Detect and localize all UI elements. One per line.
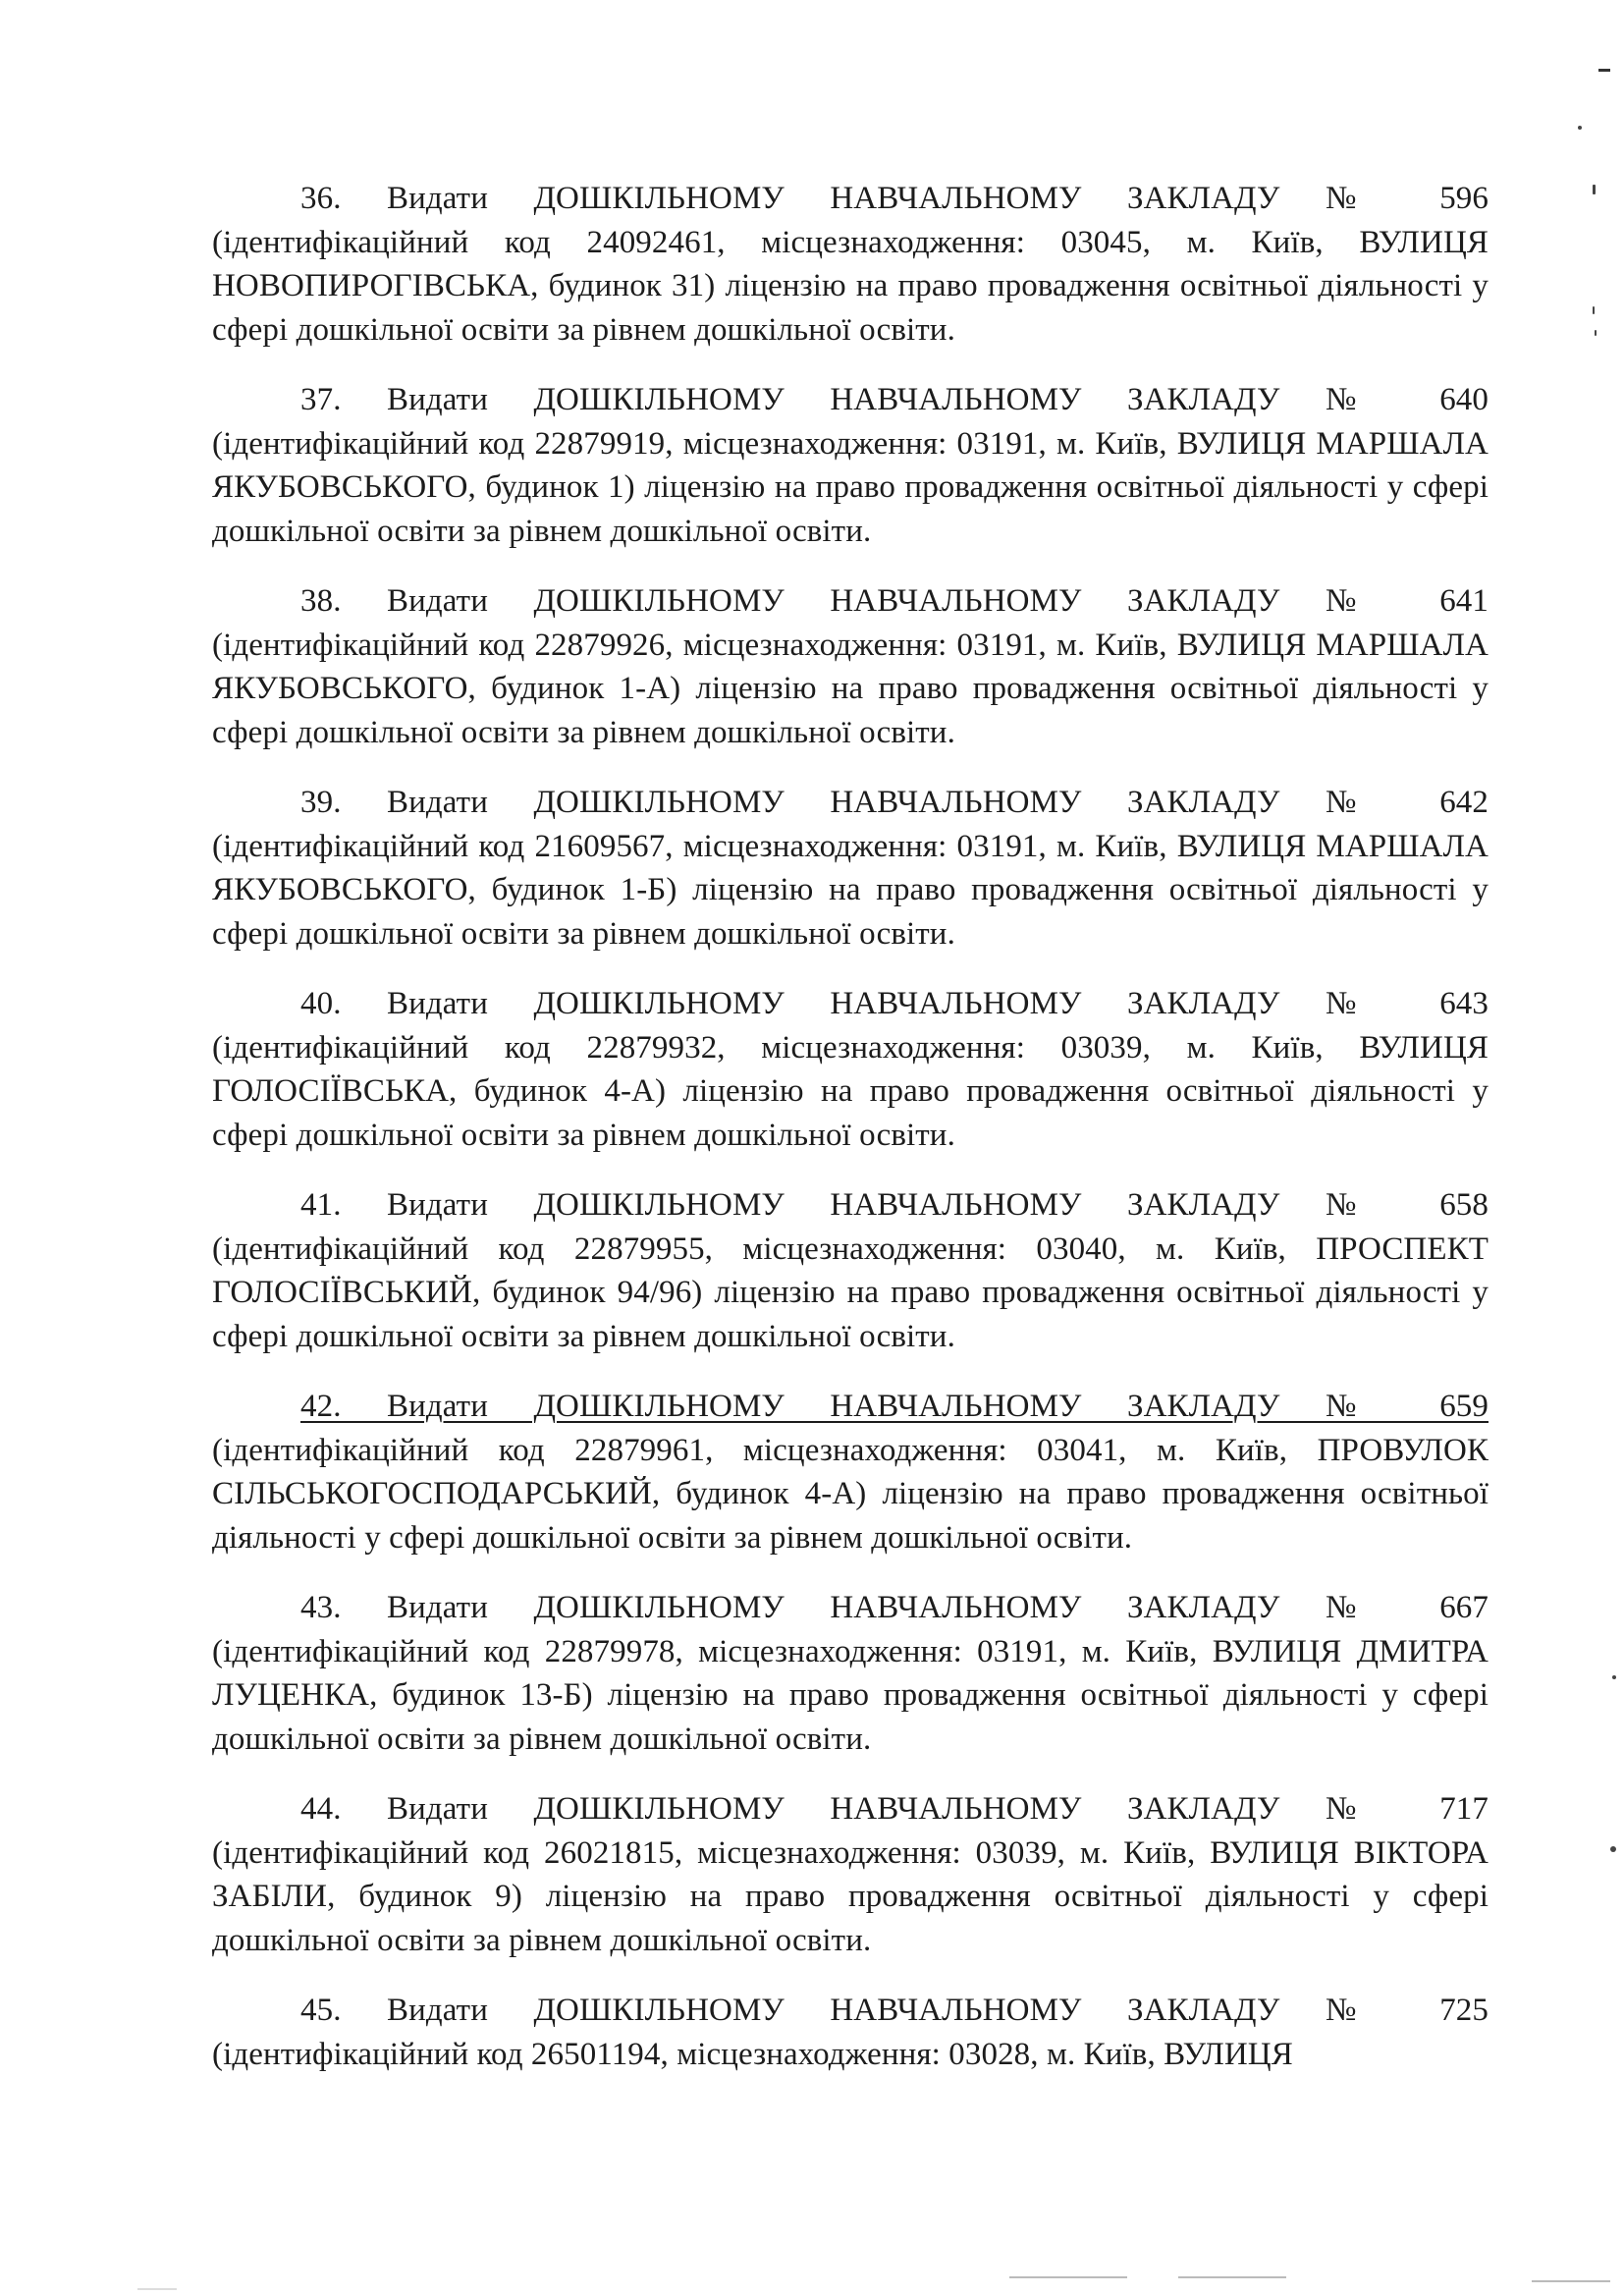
scan-line (1009, 2276, 1127, 2278)
scan-dot (1578, 126, 1582, 130)
item-text: (ідентифікаційний код 26021815, місцезнаходження: 03039, м. Київ, ВУЛИЦЯ ВІКТОРА ЗАБІЛИ, будинок 9) ліцензію на право провадження освітньої діяльності у сфері дошкільної освіти за рівнем дошкільної освіти. (212, 1834, 1489, 1958)
list-item (212, 1385, 1489, 1559)
list-item (212, 982, 1489, 1157)
list-item (212, 177, 1489, 352)
item-lead: 37. Видати ДОШКІЛЬНОМУ НАВЧАЛЬНОМУ ЗАКЛАДУ № 640 (300, 382, 1489, 417)
scan-line (1532, 2280, 1610, 2282)
item-lead: 40. Видати ДОШКІЛЬНОМУ НАВЧАЛЬНОМУ ЗАКЛАДУ № 643 (300, 986, 1489, 1021)
list-item (212, 579, 1489, 754)
item-text: (ідентифікаційний код 22879955, місцезнаходження: 03040, м. Київ, ПРОСПЕКТ ГОЛОСІЇВСЬКИЙ, будинок 94/96) ліцензію на право провадження освітньої діяльності у сфері дошкільної освіти за рівнем дошкільної освіти. (212, 1230, 1489, 1354)
scan-mark (1598, 69, 1610, 72)
item-text: (ідентифікаційний код 21609567, місцезнаходження: 03191, м. Київ, ВУЛИЦЯ МАРШАЛА ЯКУБОВСЬКОГО, будинок 1-Б) ліцензію на право провадження освітньої діяльності у сфері дошкільної освіти за рівнем дошкільної освіти. (212, 828, 1489, 952)
list-item (212, 1586, 1489, 1761)
scan-dot (1610, 1846, 1616, 1852)
item-lead-underlined: 42. Видати ДОШКІЛЬНОМУ НАВЧАЛЬНОМУ ЗАКЛАДУ № 659 (300, 1389, 1489, 1424)
item-text: (ідентифікаційний код 22879932, місцезнаходження: 03039, м. Київ, ВУЛИЦЯ ГОЛОСІЇВСЬКА, будинок 4-А) ліцензію на право провадження освітньої діяльності у сфері дошкільної освіти за рівнем дошкільної освіти. (212, 1029, 1489, 1153)
item-text: (ідентифікаційний код 22879926, місцезнаходження: 03191, м. Київ, ВУЛИЦЯ МАРШАЛА ЯКУБОВСЬКОГО, будинок 1-А) ліцензію на право провадження освітньої діяльності у сфері дошкільної освіти за рівнем дошкільної освіти. (212, 627, 1489, 750)
scan-line (1178, 2276, 1286, 2278)
document-body (212, 177, 1489, 2103)
item-lead: 39. Видати ДОШКІЛЬНОМУ НАВЧАЛЬНОМУ ЗАКЛАДУ № 642 (300, 785, 1489, 820)
scan-dot (1593, 185, 1596, 194)
item-text: (ідентифікаційний код 22879978, місцезнаходження: 03191, м. Київ, ВУЛИЦЯ ДМИТРА ЛУЦЕНКА, будинок 13-Б) ліцензію на право провадження освітньої діяльності у сфері дошкільної освіти за рівнем дошкільної освіти. (212, 1633, 1489, 1757)
list-item (212, 1787, 1489, 1962)
list-item (212, 781, 1489, 956)
item-text: (ідентифікаційний код 22879919, місцезнаходження: 03191, м. Київ, ВУЛИЦЯ МАРШАЛА ЯКУБОВСЬКОГО, будинок 1) ліцензію на право провадження освітньої діяльності у сфері дошкільної освіти за рівнем дошкільної освіти. (212, 425, 1489, 549)
item-lead: 38. Видати ДОШКІЛЬНОМУ НАВЧАЛЬНОМУ ЗАКЛАДУ № 641 (300, 583, 1489, 619)
item-lead: 43. Видати ДОШКІЛЬНОМУ НАВЧАЛЬНОМУ ЗАКЛАДУ № 667 (300, 1590, 1489, 1625)
scan-line (137, 2288, 177, 2290)
item-text: (ідентифікаційний код 24092461, місцезнаходження: 03045, м. Київ, ВУЛИЦЯ НОВОПИРОГІВСЬКА, будинок 31) ліцензію на право провадження освітньої діяльності у сфері дошкільної освіти за рівнем дошкільної освіти. (212, 224, 1489, 348)
item-lead: 41. Видати ДОШКІЛЬНОМУ НАВЧАЛЬНОМУ ЗАКЛАДУ № 658 (300, 1187, 1489, 1223)
list-item (212, 1183, 1489, 1358)
item-text: (ідентифікаційний код 26501194, місцезнаходження: 03028, м. Київ, ВУЛИЦЯ (212, 2036, 1293, 2072)
scan-dot (1595, 330, 1597, 336)
item-lead: 36. Видати ДОШКІЛЬНОМУ НАВЧАЛЬНОМУ ЗАКЛАДУ № 596 (300, 181, 1489, 216)
item-lead: 44. Видати ДОШКІЛЬНОМУ НАВЧАЛЬНОМУ ЗАКЛАДУ № 717 (300, 1791, 1489, 1827)
list-item (212, 1989, 1489, 2076)
item-text: (ідентифікаційний код 22879961, місцезнаходження: 03041, м. Київ, ПРОВУЛОК СІЛЬСЬКОГОСПОДАРСЬКИЙ, будинок 4-А) ліцензію на право провадження освітньої діяльності у сфері дошкільної освіти за рівнем дошкільної освіти. (212, 1432, 1489, 1556)
scan-dot (1593, 306, 1595, 314)
list-item (212, 378, 1489, 553)
scan-dot (1612, 1675, 1616, 1679)
item-lead: 45. Видати ДОШКІЛЬНОМУ НАВЧАЛЬНОМУ ЗАКЛАДУ № 725 (300, 1993, 1489, 2028)
